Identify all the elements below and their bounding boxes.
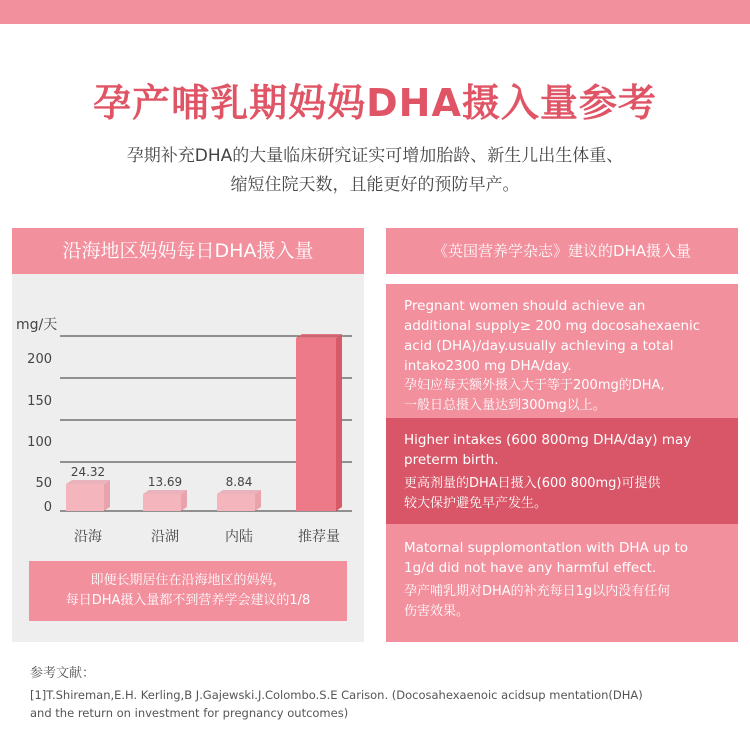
block-1-cn-line: 一般日总摄入量达到300mg以上。 bbox=[404, 398, 606, 413]
bar-top bbox=[66, 480, 110, 484]
block-2-cn-line: 较大保护避免早产发生。 bbox=[404, 496, 548, 511]
block-3-en-line: 1g/d did not have any harmful effect. bbox=[404, 560, 657, 576]
references-title: 参考文献： bbox=[30, 666, 96, 681]
block-3-cn-line: 孕产哺乳期对DHA的补充每日1g以内没有任何 bbox=[404, 584, 671, 599]
block-3-english bbox=[404, 538, 720, 578]
y-tick-label: 100 bbox=[27, 435, 52, 450]
block-3-en-line: Matornal supplomontatlon with DHA up to bbox=[404, 540, 689, 556]
top-band bbox=[0, 0, 750, 24]
block-1-english bbox=[404, 296, 720, 376]
y-tick-label: 0 bbox=[43, 500, 52, 515]
bar-top bbox=[217, 490, 261, 494]
block-2-chinese bbox=[404, 474, 720, 514]
coastal-intake-panel bbox=[12, 228, 364, 642]
coastal-note-line-2: 每日DHA摄入量都不到营养学会建议的1/8 bbox=[65, 593, 311, 608]
bar-side bbox=[104, 480, 110, 511]
bar-value-label: 24.32 bbox=[70, 465, 106, 479]
block-3-cn-line: 伤害效果。 bbox=[404, 604, 470, 619]
bar-top bbox=[296, 334, 342, 338]
coastal-note-line-1: 即便长期居住在沿海地区的妈妈， bbox=[90, 573, 286, 588]
intro-text bbox=[0, 142, 750, 200]
block-2-en-line: Higher intakes (600 800mg DHA/day) may bbox=[404, 432, 692, 448]
category-label: 推荐量 bbox=[298, 529, 340, 545]
bar-front bbox=[143, 494, 181, 511]
category-label: 内陆 bbox=[225, 529, 253, 545]
chart-bars bbox=[66, 334, 342, 511]
recommendation-block-2 bbox=[386, 418, 738, 524]
y-tick-label: 200 bbox=[27, 352, 52, 367]
coastal-intake-header: 沿海地区妈妈每日DHA摄入量 bbox=[12, 228, 364, 274]
bar-front bbox=[296, 338, 336, 511]
block-2-en-line: preterm birth. bbox=[404, 452, 499, 468]
journal-recommendation-panel bbox=[386, 228, 738, 642]
chart-category-labels bbox=[74, 528, 340, 545]
y-tick-label: 150 bbox=[27, 394, 52, 409]
block-1-en-line: intako2300 mg DHA/day. bbox=[404, 358, 572, 374]
page-title: 孕产哺乳期妈妈DHA摄入量参考 bbox=[93, 81, 657, 125]
reference-line-1: [1]T.Shireman,E.H. Kerling,B J.Gajewski.J.Colombo.S.E Carison. (Docosahexaenoic acidsup mentation(DHA) bbox=[30, 688, 643, 702]
category-label: 沿湖 bbox=[151, 529, 179, 545]
block-3-chinese bbox=[404, 582, 720, 622]
bar-front bbox=[217, 494, 255, 511]
block-1-en-line: Pregnant women should achieve an bbox=[404, 298, 646, 314]
recommendation-block-3 bbox=[386, 524, 738, 642]
intro-line-1: 孕期补充DHA的大量临床研究证实可增加胎龄、新生儿出生体重、 bbox=[126, 146, 624, 166]
reference-line-2: and the return on investment for pregnancy outcomes) bbox=[30, 706, 349, 720]
y-tick-label: 50 bbox=[35, 476, 52, 491]
journal-recommendation-header: 《英国营养学杂志》建议的DHA摄入量 bbox=[386, 228, 738, 274]
bar-value-label: 13.69 bbox=[147, 475, 183, 489]
block-1-en-line: additional supply≥ 200 mg docosahexaenic bbox=[404, 318, 701, 334]
recommendation-block-1 bbox=[386, 284, 738, 418]
block-1-en-line: acid (DHA)/day.usually achleving a total bbox=[404, 338, 674, 354]
bar-top bbox=[143, 490, 187, 494]
block-1-chinese bbox=[404, 376, 720, 416]
chart-ticks bbox=[27, 352, 52, 515]
block-1-cn-line: 孕妇应每天额外摄入大于等于200mg的DHA, bbox=[404, 378, 665, 393]
coastal-note bbox=[29, 561, 347, 621]
bar-front bbox=[66, 484, 104, 511]
block-2-cn-line: 更高剂量的DHA日摄入(600 800mg)可提供 bbox=[404, 476, 661, 491]
category-label: 沿海 bbox=[74, 529, 102, 545]
intro-line-2: 缩短住院天数，且能更好的预防早产。 bbox=[230, 175, 520, 195]
bar-side bbox=[336, 334, 342, 511]
y-axis-unit-label: mg/天 bbox=[16, 317, 58, 333]
bar-value-label: 8.84 bbox=[225, 475, 253, 489]
block-2-english bbox=[404, 430, 720, 470]
references-body bbox=[30, 686, 730, 722]
